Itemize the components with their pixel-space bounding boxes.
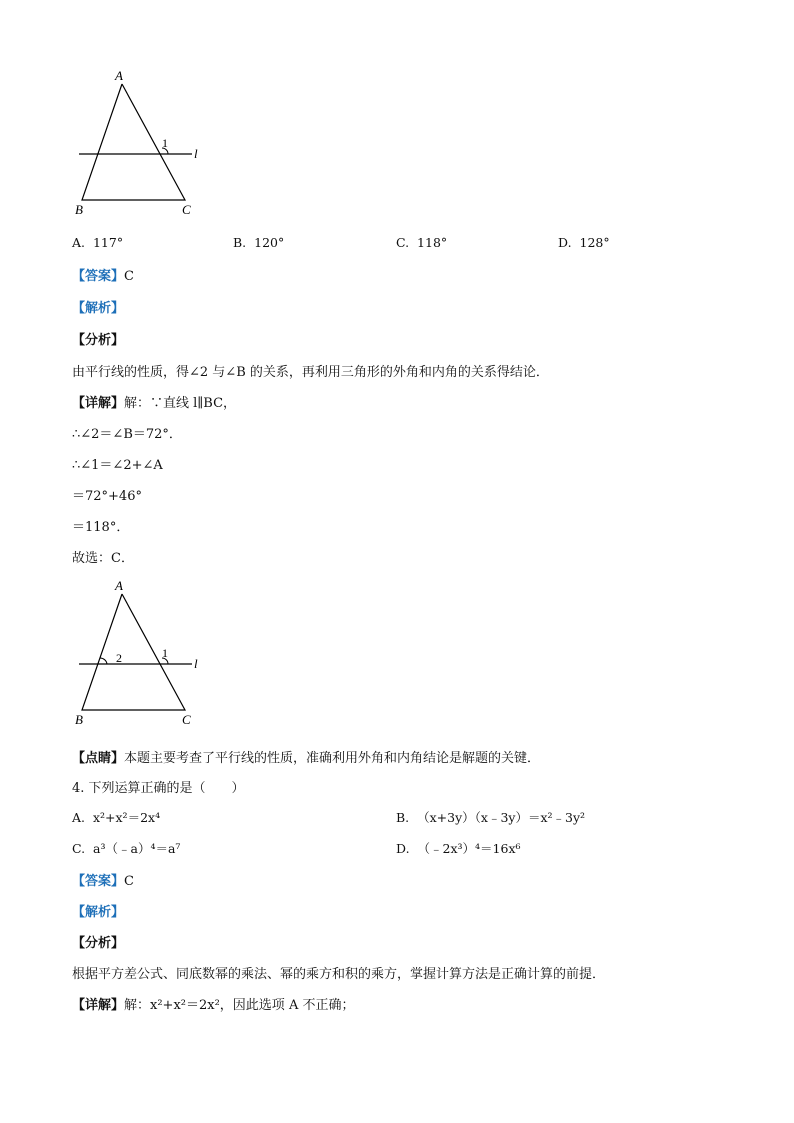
q4-stem: 4. 下列运算正确的是（ ） (72, 781, 245, 796)
triangle-figure-1 (70, 66, 210, 222)
angle-label-1: 1 (162, 646, 168, 660)
q4-fenxi-text: 根据平方差公式、同底数幂的乘法、幂的乘方和积的乘方，掌握计算方法是正确计算的前提． (72, 967, 606, 982)
line-label-l: l (194, 146, 198, 161)
q3-detail-line: ＝72°+46° (72, 489, 142, 504)
q3-fenxi-text: 由平行线的性质，得∠2 与∠B 的关系，再利用三角形的外角和内角的关系得结论． (72, 365, 549, 380)
triangle-figure-2 (70, 576, 210, 732)
q3-fenxi-tag: 【分析】 (72, 333, 125, 348)
vertex-label-c: C (182, 712, 191, 727)
angle-2-arc (100, 658, 107, 664)
q3-option-c: C. 118° (396, 235, 448, 250)
q3-analysis-tag: 【解析】 (72, 301, 125, 316)
q4-analysis-tag: 【解析】 (72, 905, 125, 920)
q4-detail: 【详解】解：x²+x²＝2x²，因此选项 A 不正确； (72, 998, 355, 1013)
q3-detail-line: ∴∠2＝∠B＝72°． (72, 427, 182, 442)
q4-option-b: B. （x+3y）（x﹣3y）＝x²﹣3y² (396, 810, 586, 825)
q4-answer: 【答案】C (72, 874, 134, 889)
angle-label-1: 1 (162, 136, 168, 150)
vertex-label-b: B (75, 202, 83, 217)
vertex-label-a: A (115, 68, 123, 83)
q3-detail-first: 【详解】解：∵直线 l∥BC， (72, 396, 237, 411)
q3-detail-line: ＝118°． (72, 520, 130, 535)
q3-detail-line: 故选：C． (72, 551, 134, 566)
line-label-l: l (194, 656, 198, 671)
vertex-label-c: C (182, 202, 191, 217)
triangle-abc (82, 594, 185, 710)
q4-fenxi-tag: 【分析】 (72, 936, 125, 951)
q3-option-b: B. 120° (233, 235, 285, 250)
vertex-label-a: A (115, 578, 123, 593)
q3-detail-line: ∴∠1＝∠2+∠A (72, 458, 163, 473)
q3-option-a: A. 117° (72, 235, 124, 250)
q4-option-a: A. x²+x²＝2x⁴ (72, 810, 161, 825)
triangle-abc (82, 84, 185, 200)
vertex-label-b: B (75, 712, 83, 727)
q3-answer: 【答案】C (72, 269, 134, 284)
q4-option-c: C. a³（﹣a）⁴＝a⁷ (72, 841, 181, 856)
q3-dianjing: 【点睛】本题主要考查了平行线的性质，准确利用外角和内角结论是解题的关键． (72, 751, 541, 766)
angle-label-2: 2 (116, 651, 122, 665)
q3-option-d: D. 128° (558, 235, 610, 250)
q4-option-d: D. （﹣2x³）⁴＝16x⁶ (396, 841, 521, 856)
